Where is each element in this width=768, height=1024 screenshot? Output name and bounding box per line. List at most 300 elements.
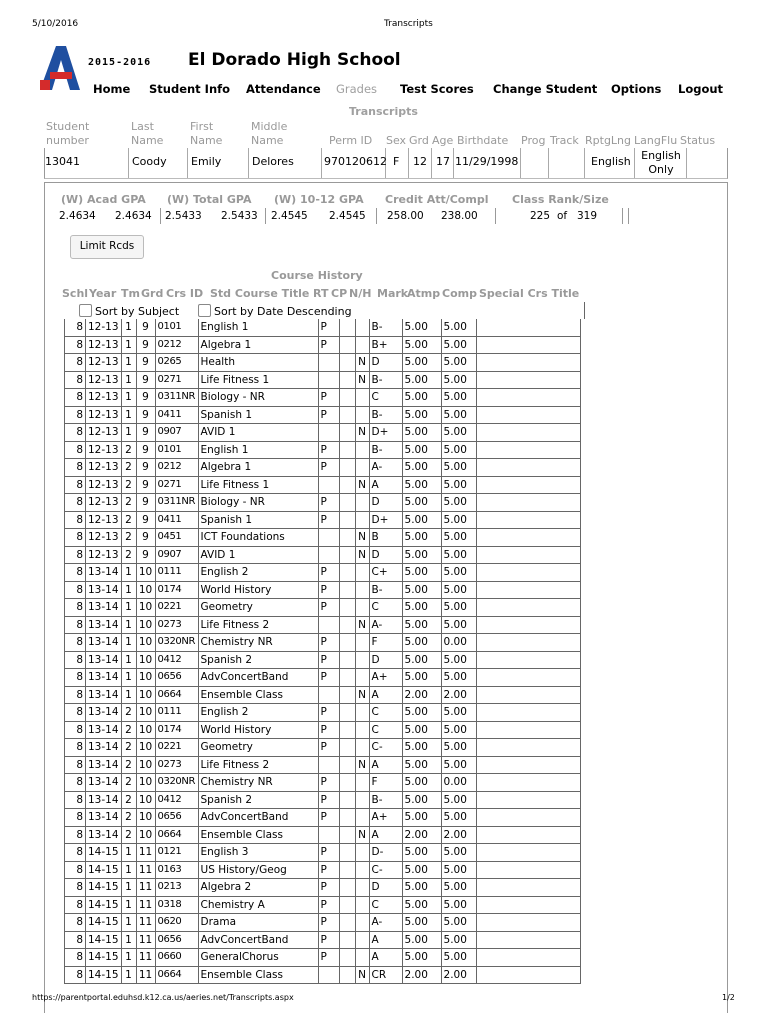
cell-grade: 9 bbox=[136, 459, 155, 477]
cell-schl: 8 bbox=[65, 756, 86, 774]
cell-grade: 10 bbox=[136, 791, 155, 809]
page-title: Transcripts bbox=[349, 105, 418, 118]
cell-crs-id: 0320NR bbox=[155, 634, 198, 652]
nav-test-scores[interactable]: Test Scores bbox=[400, 82, 474, 96]
cell-grade: 9 bbox=[136, 424, 155, 442]
cell-term: 2 bbox=[121, 441, 136, 459]
cell-year: 13-14 bbox=[86, 599, 122, 617]
table-row bbox=[65, 616, 581, 634]
cell-grade: 10 bbox=[136, 826, 155, 844]
cell-term: 1 bbox=[121, 581, 136, 599]
cell-special-title bbox=[476, 791, 580, 809]
cell-year: 14-15 bbox=[86, 914, 122, 932]
cell-comp: 2.00 bbox=[441, 826, 476, 844]
cell-special-title bbox=[476, 564, 580, 582]
hdr-student-number: Student number bbox=[46, 120, 90, 147]
cell-schl: 8 bbox=[65, 511, 86, 529]
cell-course-title: Chemistry NR bbox=[198, 774, 318, 792]
col-mark: Mark bbox=[377, 287, 409, 300]
cell-mark: D bbox=[369, 546, 402, 564]
cell-rt bbox=[318, 371, 339, 389]
cell-atmp: 2.00 bbox=[402, 966, 441, 984]
cell-rt: P bbox=[318, 494, 339, 512]
cell-crs-id: 0213 bbox=[155, 879, 198, 897]
cell-rt bbox=[318, 826, 339, 844]
cell-mark: D+ bbox=[369, 424, 402, 442]
col-schl: Schl bbox=[62, 287, 89, 300]
hdr-credit: Credit Att/Compl bbox=[385, 193, 489, 206]
cell-grade: 9 bbox=[136, 389, 155, 407]
cell-grade: 11 bbox=[136, 966, 155, 984]
cell-schl: 8 bbox=[65, 336, 86, 354]
rank-of: of bbox=[557, 210, 568, 222]
cell-crs-id: 0620 bbox=[155, 914, 198, 932]
cell-rt bbox=[318, 616, 339, 634]
col-year: Year bbox=[89, 287, 117, 300]
cell-course-title: Chemistry A bbox=[198, 896, 318, 914]
sort-by-date[interactable] bbox=[198, 304, 352, 318]
cell-rt: P bbox=[318, 319, 339, 336]
total-gpa-2: 2.5433 bbox=[221, 210, 258, 222]
cell-crs-id: 0221 bbox=[155, 599, 198, 617]
cell-rt: P bbox=[318, 634, 339, 652]
cell-course-title: Life Fitness 1 bbox=[198, 476, 318, 494]
cell-crs-id: 0101 bbox=[155, 441, 198, 459]
cell-schl: 8 bbox=[65, 406, 86, 424]
cell-schl: 8 bbox=[65, 494, 86, 512]
cell-schl: 8 bbox=[65, 319, 86, 336]
cell-term: 1 bbox=[121, 966, 136, 984]
student-middle-name: Delores bbox=[252, 155, 294, 168]
col-atmp: Atmp bbox=[407, 287, 441, 300]
table-row bbox=[65, 774, 581, 792]
cell-course-title: Spanish 1 bbox=[198, 511, 318, 529]
cell-comp: 5.00 bbox=[441, 546, 476, 564]
cell-course-title: Ensemble Class bbox=[198, 686, 318, 704]
hdr-10-12-gpa: (W) 10-12 GPA bbox=[274, 193, 364, 206]
cell-crs-id: 0656 bbox=[155, 669, 198, 687]
cell-rt bbox=[318, 529, 339, 547]
cell-term: 1 bbox=[121, 914, 136, 932]
cell-rt bbox=[318, 686, 339, 704]
cell-schl: 8 bbox=[65, 931, 86, 949]
table-row bbox=[65, 336, 581, 354]
table-row bbox=[65, 651, 581, 669]
cell-rt bbox=[318, 476, 339, 494]
cell-cp bbox=[339, 476, 355, 494]
cell-crs-id: 0174 bbox=[155, 581, 198, 599]
cell-cp bbox=[339, 756, 355, 774]
cell-mark: A+ bbox=[369, 809, 402, 827]
sort-date-checkbox[interactable] bbox=[198, 304, 211, 317]
cell-year: 12-13 bbox=[86, 459, 122, 477]
cell-cp bbox=[339, 599, 355, 617]
hdr-prog: Prog bbox=[521, 134, 546, 147]
table-row bbox=[65, 581, 581, 599]
school-year: 2015-2016 bbox=[88, 57, 152, 68]
cell-grade: 9 bbox=[136, 511, 155, 529]
cell-course-title: Drama bbox=[198, 914, 318, 932]
cell-course-title: Ensemble Class bbox=[198, 966, 318, 984]
col-crs-id: Crs ID bbox=[166, 287, 204, 300]
cell-course-title: English 3 bbox=[198, 844, 318, 862]
cell-grade: 9 bbox=[136, 441, 155, 459]
table-row bbox=[65, 406, 581, 424]
cell-special-title bbox=[476, 459, 580, 477]
nav-home[interactable]: Home bbox=[93, 82, 131, 96]
cell-schl: 8 bbox=[65, 546, 86, 564]
cell-atmp: 5.00 bbox=[402, 564, 441, 582]
cell-comp: 5.00 bbox=[441, 406, 476, 424]
cell-term: 2 bbox=[121, 511, 136, 529]
cell-mark: A bbox=[369, 826, 402, 844]
cell-course-title: Geometry bbox=[198, 599, 318, 617]
cell-cp bbox=[339, 634, 355, 652]
cell-comp: 5.00 bbox=[441, 861, 476, 879]
cell-grade: 11 bbox=[136, 861, 155, 879]
cell-comp: 2.00 bbox=[441, 966, 476, 984]
table-row bbox=[65, 634, 581, 652]
hdr-rptg-lng: RptgLng bbox=[585, 134, 632, 147]
cell-cp bbox=[339, 424, 355, 442]
cell-grade: 10 bbox=[136, 704, 155, 722]
cell-schl: 8 bbox=[65, 721, 86, 739]
cell-term: 1 bbox=[121, 389, 136, 407]
cell-year: 13-14 bbox=[86, 791, 122, 809]
nav-grades[interactable]: Grades bbox=[336, 82, 378, 96]
cell-course-title: English 1 bbox=[198, 441, 318, 459]
cell-year: 13-14 bbox=[86, 739, 122, 757]
cell-mark: D bbox=[369, 494, 402, 512]
cell-atmp: 5.00 bbox=[402, 931, 441, 949]
cell-course-title: Algebra 1 bbox=[198, 459, 318, 477]
cell-comp: 5.00 bbox=[441, 721, 476, 739]
cell-mark: A bbox=[369, 931, 402, 949]
cell-atmp: 5.00 bbox=[402, 844, 441, 862]
cell-schl: 8 bbox=[65, 896, 86, 914]
cell-grade: 9 bbox=[136, 529, 155, 547]
cell-nh: N bbox=[355, 476, 369, 494]
cell-cp bbox=[339, 931, 355, 949]
col-grd: Grd bbox=[141, 287, 164, 300]
cell-rt: P bbox=[318, 459, 339, 477]
cell-mark: F bbox=[369, 634, 402, 652]
cell-schl: 8 bbox=[65, 354, 86, 372]
cell-special-title bbox=[476, 914, 580, 932]
cell-crs-id: 0412 bbox=[155, 651, 198, 669]
cell-cp bbox=[339, 739, 355, 757]
col-std-course-title: Std Course Title bbox=[210, 287, 310, 300]
table-row bbox=[65, 319, 581, 336]
cell-course-title: AVID 1 bbox=[198, 546, 318, 564]
cell-nh: N bbox=[355, 826, 369, 844]
cell-term: 1 bbox=[121, 319, 136, 336]
cell-nh bbox=[355, 494, 369, 512]
nav-attendance[interactable]: Attendance bbox=[246, 82, 321, 96]
cell-comp: 5.00 bbox=[441, 704, 476, 722]
cell-crs-id: 0656 bbox=[155, 931, 198, 949]
cell-comp: 5.00 bbox=[441, 669, 476, 687]
cell-year: 14-15 bbox=[86, 949, 122, 967]
table-row bbox=[65, 511, 581, 529]
table-row bbox=[65, 966, 581, 984]
student-sex: F bbox=[393, 155, 400, 168]
table-row bbox=[65, 791, 581, 809]
cell-course-title: Biology - NR bbox=[198, 494, 318, 512]
cell-crs-id: 0907 bbox=[155, 424, 198, 442]
course-history-title: Course History bbox=[271, 269, 363, 282]
cell-nh bbox=[355, 319, 369, 336]
cell-course-title: Life Fitness 2 bbox=[198, 756, 318, 774]
cell-special-title bbox=[476, 949, 580, 967]
sort-date-label: Sort by Date Descending bbox=[214, 305, 352, 318]
cell-year: 14-15 bbox=[86, 966, 122, 984]
cell-rt: P bbox=[318, 336, 339, 354]
nav-change-student[interactable]: Change Student bbox=[493, 82, 598, 96]
cell-grade: 9 bbox=[136, 546, 155, 564]
cell-cp bbox=[339, 896, 355, 914]
cell-grade: 10 bbox=[136, 686, 155, 704]
cell-rt: P bbox=[318, 896, 339, 914]
cell-nh bbox=[355, 739, 369, 757]
hdr-lang-flu: LangFlu bbox=[634, 134, 678, 147]
cell-special-title bbox=[476, 441, 580, 459]
cell-schl: 8 bbox=[65, 704, 86, 722]
cell-year: 12-13 bbox=[86, 441, 122, 459]
cell-course-title: Algebra 1 bbox=[198, 336, 318, 354]
cell-schl: 8 bbox=[65, 949, 86, 967]
cell-grade: 11 bbox=[136, 949, 155, 967]
cell-crs-id: 0101 bbox=[155, 319, 198, 336]
cell-schl: 8 bbox=[65, 879, 86, 897]
footer-page: 1/2 bbox=[722, 993, 735, 1002]
cell-nh bbox=[355, 931, 369, 949]
cell-rt bbox=[318, 354, 339, 372]
cell-rt bbox=[318, 756, 339, 774]
cell-crs-id: 0907 bbox=[155, 546, 198, 564]
cell-mark: D+ bbox=[369, 511, 402, 529]
cell-comp: 5.00 bbox=[441, 949, 476, 967]
cell-year: 12-13 bbox=[86, 354, 122, 372]
cell-comp: 0.00 bbox=[441, 634, 476, 652]
cell-nh: N bbox=[355, 966, 369, 984]
cell-term: 2 bbox=[121, 756, 136, 774]
cell-special-title bbox=[476, 581, 580, 599]
cell-cp bbox=[339, 669, 355, 687]
cell-cp bbox=[339, 721, 355, 739]
cell-cp bbox=[339, 511, 355, 529]
cell-rt: P bbox=[318, 949, 339, 967]
credit-compl: 238.00 bbox=[441, 210, 478, 222]
cell-special-title bbox=[476, 651, 580, 669]
cell-crs-id: 0664 bbox=[155, 826, 198, 844]
cell-year: 12-13 bbox=[86, 546, 122, 564]
cell-atmp: 5.00 bbox=[402, 651, 441, 669]
cell-rt: P bbox=[318, 389, 339, 407]
gpa-10-12-1: 2.4545 bbox=[271, 210, 308, 222]
col-special-crs-title: Special Crs Title bbox=[479, 287, 580, 300]
cell-mark: A- bbox=[369, 616, 402, 634]
cell-crs-id: 0163 bbox=[155, 861, 198, 879]
cell-nh bbox=[355, 861, 369, 879]
cell-term: 1 bbox=[121, 896, 136, 914]
table-row bbox=[65, 476, 581, 494]
cell-special-title bbox=[476, 756, 580, 774]
cell-nh: N bbox=[355, 371, 369, 389]
cell-grade: 10 bbox=[136, 774, 155, 792]
cell-grade: 9 bbox=[136, 406, 155, 424]
cell-course-title: US History/Geog bbox=[198, 861, 318, 879]
table-row bbox=[65, 721, 581, 739]
table-row bbox=[65, 459, 581, 477]
cell-crs-id: 0311NR bbox=[155, 389, 198, 407]
table-row bbox=[65, 704, 581, 722]
cell-special-title bbox=[476, 546, 580, 564]
cell-comp: 5.00 bbox=[441, 616, 476, 634]
cell-nh bbox=[355, 406, 369, 424]
cell-grade: 10 bbox=[136, 721, 155, 739]
col-nh: N/H bbox=[349, 287, 372, 300]
student-last-name: Coody bbox=[132, 155, 167, 168]
cell-comp: 5.00 bbox=[441, 879, 476, 897]
cell-schl: 8 bbox=[65, 669, 86, 687]
cell-grade: 9 bbox=[136, 371, 155, 389]
cell-schl: 8 bbox=[65, 634, 86, 652]
cell-crs-id: 0221 bbox=[155, 739, 198, 757]
cell-schl: 8 bbox=[65, 774, 86, 792]
cell-year: 13-14 bbox=[86, 581, 122, 599]
cell-mark: C bbox=[369, 704, 402, 722]
cell-crs-id: 0664 bbox=[155, 686, 198, 704]
cell-schl: 8 bbox=[65, 861, 86, 879]
cell-mark: A- bbox=[369, 914, 402, 932]
sort-by-subject[interactable] bbox=[79, 304, 179, 318]
cell-atmp: 5.00 bbox=[402, 336, 441, 354]
cell-special-title bbox=[476, 511, 580, 529]
print-date: 5/10/2016 bbox=[32, 19, 79, 29]
cell-term: 2 bbox=[121, 459, 136, 477]
table-row bbox=[65, 424, 581, 442]
student-birthdate: 11/29/1998 bbox=[455, 155, 519, 168]
cell-year: 12-13 bbox=[86, 529, 122, 547]
table-row bbox=[65, 354, 581, 372]
cell-rt: P bbox=[318, 564, 339, 582]
cell-year: 13-14 bbox=[86, 669, 122, 687]
cell-special-title bbox=[476, 424, 580, 442]
cell-rt: P bbox=[318, 879, 339, 897]
cell-atmp: 5.00 bbox=[402, 424, 441, 442]
cell-term: 1 bbox=[121, 634, 136, 652]
cell-special-title bbox=[476, 739, 580, 757]
table-row bbox=[65, 949, 581, 967]
cell-crs-id: 0273 bbox=[155, 756, 198, 774]
cell-special-title bbox=[476, 669, 580, 687]
cell-schl: 8 bbox=[65, 529, 86, 547]
cell-mark: B- bbox=[369, 319, 402, 336]
cell-nh: N bbox=[355, 616, 369, 634]
cell-term: 1 bbox=[121, 949, 136, 967]
cell-nh bbox=[355, 704, 369, 722]
cell-comp: 5.00 bbox=[441, 791, 476, 809]
cell-atmp: 5.00 bbox=[402, 546, 441, 564]
school-name: El Dorado High School bbox=[188, 50, 401, 70]
cell-nh bbox=[355, 581, 369, 599]
cell-schl: 8 bbox=[65, 371, 86, 389]
cell-mark: B bbox=[369, 529, 402, 547]
cell-schl: 8 bbox=[65, 599, 86, 617]
hdr-perm-id: Perm ID bbox=[329, 134, 373, 147]
cell-atmp: 5.00 bbox=[402, 599, 441, 617]
cell-comp: 5.00 bbox=[441, 931, 476, 949]
cell-year: 12-13 bbox=[86, 511, 122, 529]
cell-cp bbox=[339, 704, 355, 722]
table-row bbox=[65, 546, 581, 564]
cell-cp bbox=[339, 581, 355, 599]
cell-atmp: 5.00 bbox=[402, 441, 441, 459]
nav-options[interactable]: Options bbox=[611, 82, 662, 96]
cell-crs-id: 0320NR bbox=[155, 774, 198, 792]
cell-special-title bbox=[476, 844, 580, 862]
cell-course-title: Health bbox=[198, 354, 318, 372]
cell-cp bbox=[339, 459, 355, 477]
cell-cp bbox=[339, 774, 355, 792]
cell-special-title bbox=[476, 966, 580, 984]
cell-term: 1 bbox=[121, 651, 136, 669]
cell-grade: 11 bbox=[136, 896, 155, 914]
cell-year: 13-14 bbox=[86, 774, 122, 792]
cell-schl: 8 bbox=[65, 651, 86, 669]
cell-rt: P bbox=[318, 774, 339, 792]
cell-year: 12-13 bbox=[86, 494, 122, 512]
cell-crs-id: 0265 bbox=[155, 354, 198, 372]
cell-atmp: 5.00 bbox=[402, 319, 441, 336]
cell-grade: 10 bbox=[136, 616, 155, 634]
cell-course-title: Algebra 2 bbox=[198, 879, 318, 897]
credit-att: 258.00 bbox=[387, 210, 424, 222]
hdr-last-name: Last Name bbox=[131, 120, 164, 147]
cell-term: 2 bbox=[121, 826, 136, 844]
cell-grade: 11 bbox=[136, 931, 155, 949]
limit-records-button[interactable]: Limit Rcds bbox=[70, 235, 144, 259]
cell-course-title: Spanish 2 bbox=[198, 791, 318, 809]
nav-logout[interactable]: Logout bbox=[678, 82, 724, 96]
cell-cp bbox=[339, 336, 355, 354]
cell-special-title bbox=[476, 406, 580, 424]
cell-atmp: 5.00 bbox=[402, 774, 441, 792]
cell-schl: 8 bbox=[65, 844, 86, 862]
cell-comp: 5.00 bbox=[441, 441, 476, 459]
acad-gpa-2: 2.4634 bbox=[115, 210, 152, 222]
cell-atmp: 5.00 bbox=[402, 896, 441, 914]
sort-subject-checkbox[interactable] bbox=[79, 304, 92, 317]
cell-crs-id: 0412 bbox=[155, 791, 198, 809]
nav-student-info[interactable]: Student Info bbox=[149, 82, 231, 96]
cell-mark: C bbox=[369, 599, 402, 617]
cell-atmp: 5.00 bbox=[402, 756, 441, 774]
class-rank: 225 bbox=[530, 210, 551, 222]
cell-term: 1 bbox=[121, 669, 136, 687]
cell-year: 12-13 bbox=[86, 389, 122, 407]
cell-mark: B- bbox=[369, 406, 402, 424]
cell-comp: 5.00 bbox=[441, 459, 476, 477]
col-cp: CP bbox=[331, 287, 348, 300]
cell-grade: 9 bbox=[136, 319, 155, 336]
cell-special-title bbox=[476, 319, 580, 336]
cell-nh bbox=[355, 389, 369, 407]
cell-nh bbox=[355, 634, 369, 652]
cell-term: 2 bbox=[121, 476, 136, 494]
cell-mark: D bbox=[369, 354, 402, 372]
